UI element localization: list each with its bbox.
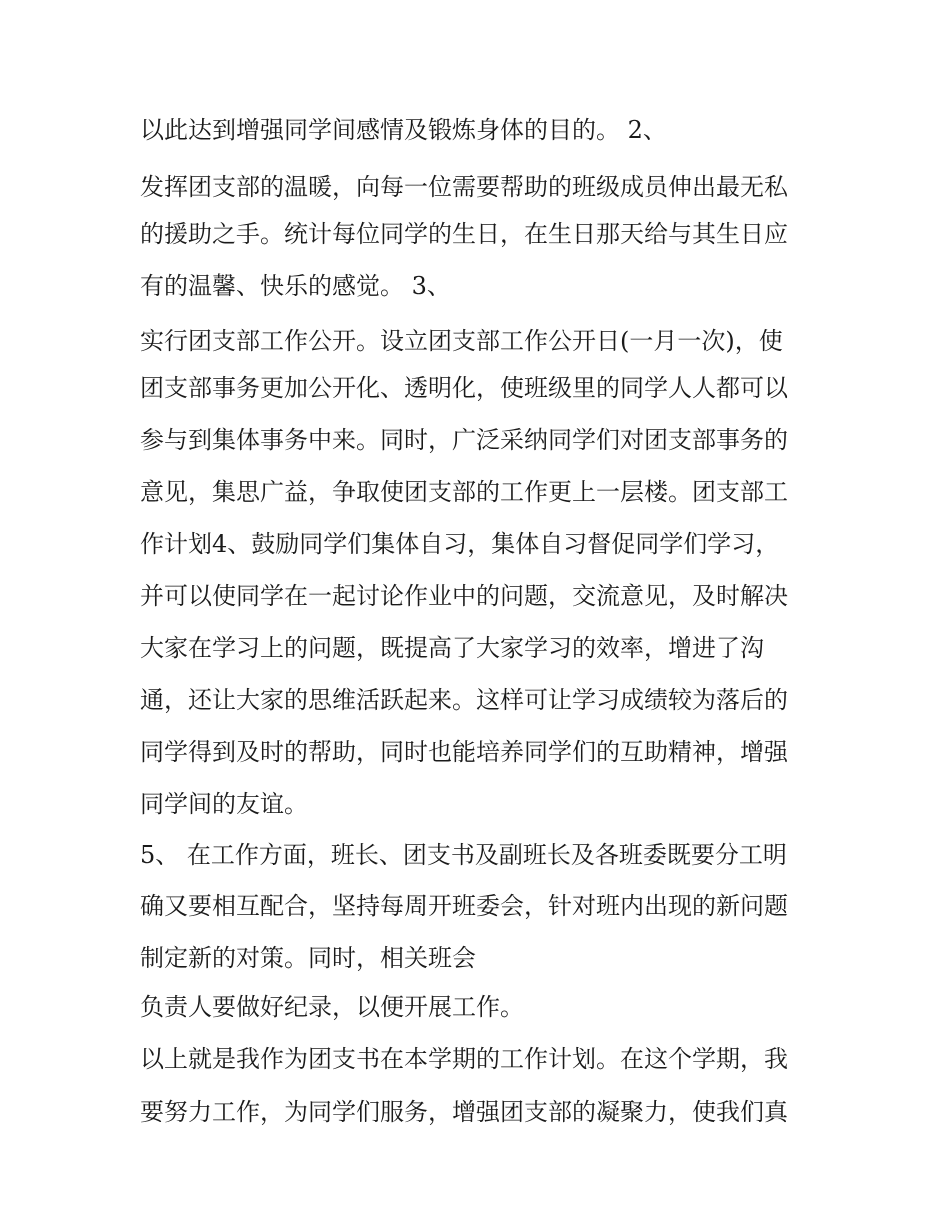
text-line: 通，还让大家的思维活跃起来。这样可让学习成绩较为落后的 (140, 686, 788, 714)
text-line: 意见，集思广益，争取使团支部的工作更上一层楼。团支部工 (140, 478, 788, 506)
text-line: 大家在学习上的问题，既提高了大家学习的效率，增进了沟 (140, 634, 764, 662)
text-line: 有的温馨、快乐的感觉。 3、 (140, 272, 451, 300)
text-line: 负责人要做好纪录，以便开展工作。 (140, 993, 524, 1021)
text-line: 同学间的友谊。 (140, 790, 308, 818)
text-line: 制定新的对策。同时，相关班会 (140, 944, 476, 972)
text-line: 以上就是我作为团支书在本学期的工作计划。在这个学期，我 (140, 1045, 788, 1073)
text-line: 作计划4、鼓励同学们集体自习，集体自习督促同学们学习， (140, 530, 780, 558)
text-line: 实行团支部工作公开。设立团支部工作公开日(一月一次)，使 (140, 327, 783, 355)
text-line: 要努力工作，为同学们服务，增强团支部的凝聚力，使我们真 (140, 1098, 788, 1126)
text-line: 的援助之手。统计每位同学的生日，在生日那天给与其生日应 (140, 220, 788, 248)
text-line: 确又要相互配合，坚持每周开班委会，针对班内出现的新问题 (140, 892, 788, 920)
text-line: 并可以使同学在一起讨论作业中的问题，交流意见，及时解决 (140, 582, 788, 610)
text-line: 5、 在工作方面，班长、团支书及副班长及各班委既要分工明 (140, 841, 787, 869)
text-line: 发挥团支部的温暖，向每一位需要帮助的班级成员伸出最无私 (140, 173, 788, 201)
text-line: 参与到集体事务中来。同时，广泛采纳同学们对团支部事务的 (140, 426, 788, 454)
text-line: 同学得到及时的帮助，同时也能培养同学们的互助精神，增强 (140, 738, 788, 766)
text-line: 以此达到增强同学间感情及锻炼身体的目的。 2、 (140, 116, 667, 144)
text-line: 团支部事务更加公开化、透明化，使班级里的同学人人都可以 (140, 374, 788, 402)
document-body (140, 108, 820, 1134)
